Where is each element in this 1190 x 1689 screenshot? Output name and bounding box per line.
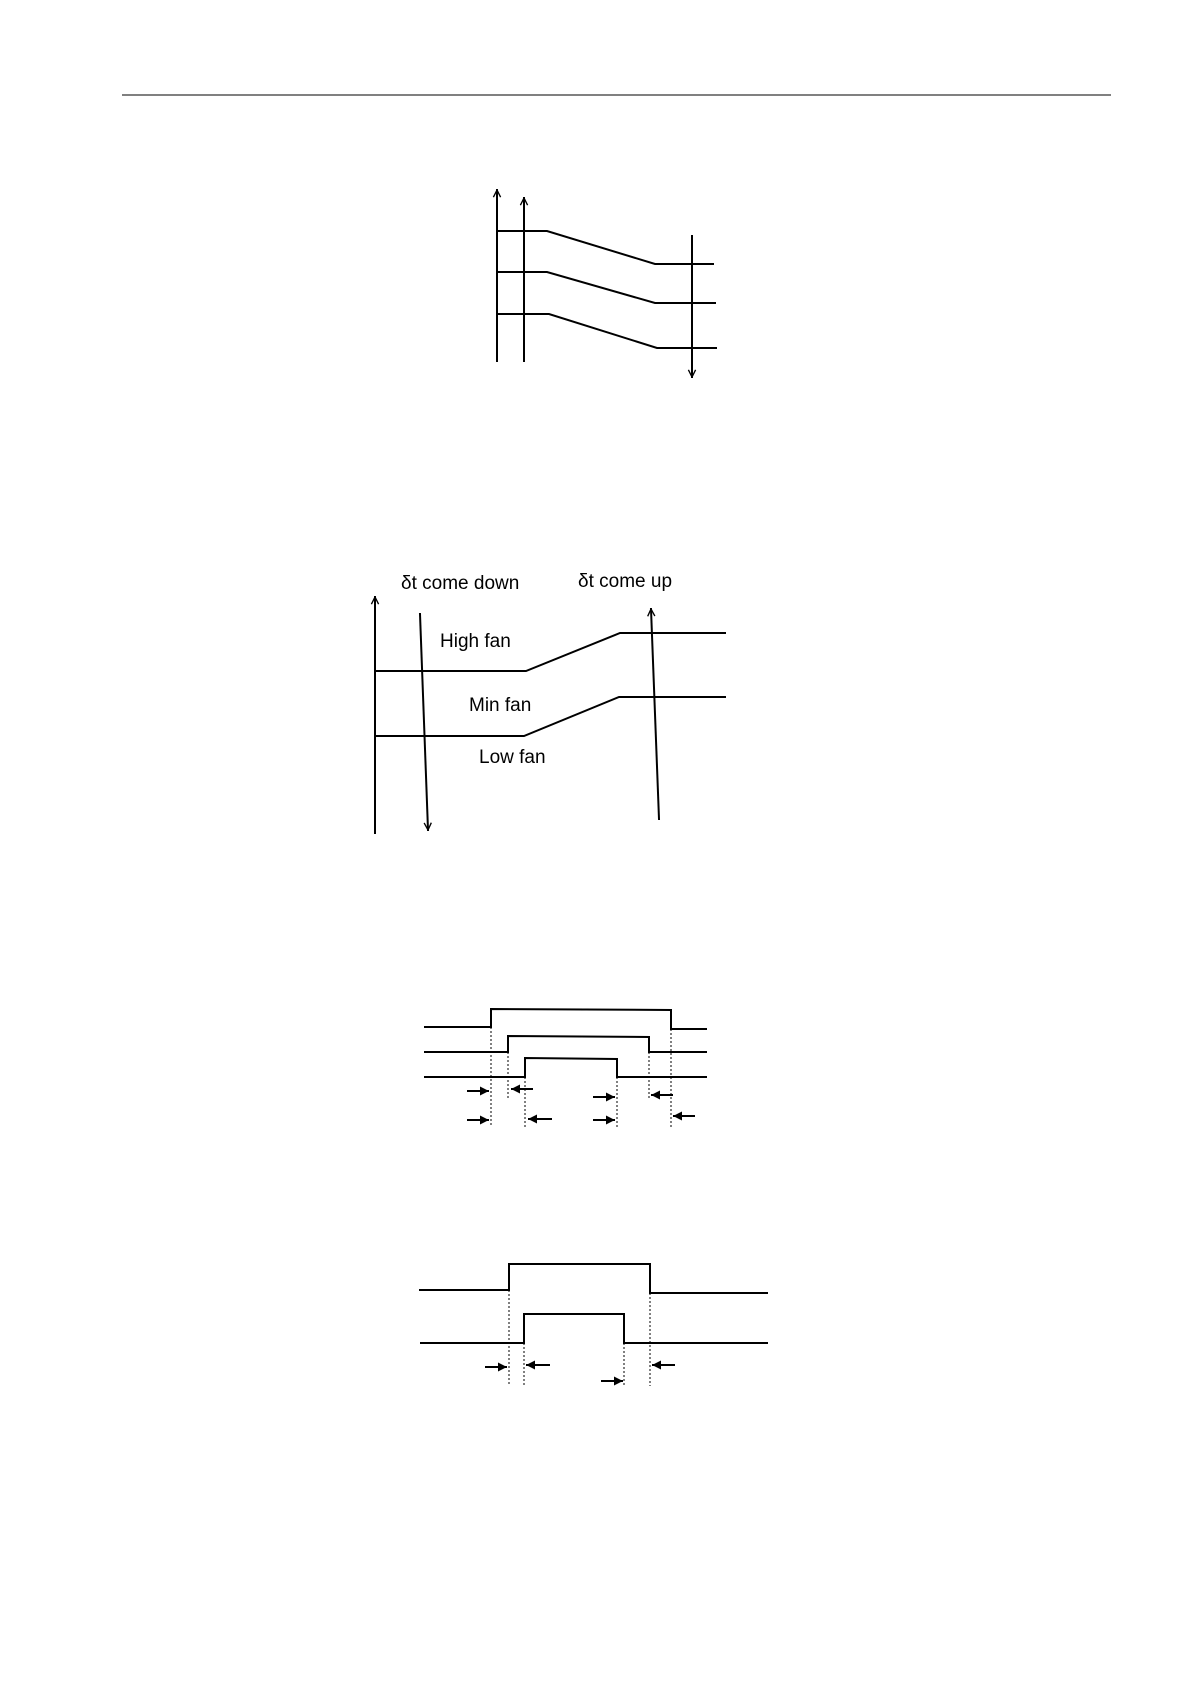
timing-line-1 bbox=[425, 1009, 706, 1029]
label-min-fan: Min fan bbox=[469, 695, 532, 716]
label-low-fan: Low fan bbox=[479, 747, 546, 768]
label-temp-come-down: δt come down bbox=[401, 573, 520, 594]
timing-line-2 bbox=[425, 1036, 706, 1052]
level-line-mid bbox=[497, 272, 715, 303]
label-temp-come-up: δt come up bbox=[578, 571, 673, 592]
arrow-temp-down bbox=[420, 614, 428, 830]
diagram-three-level-hysteresis bbox=[497, 190, 716, 377]
level-line-low bbox=[497, 314, 716, 348]
timing-line-upper bbox=[420, 1264, 767, 1293]
label-high-fan: High fan bbox=[440, 631, 511, 652]
boundary-min-low bbox=[375, 697, 725, 736]
level-line-high bbox=[497, 231, 713, 264]
arrow-temp-up bbox=[651, 609, 659, 819]
diagram-three-step-timing bbox=[425, 1009, 706, 1127]
boundary-high-min bbox=[375, 633, 725, 671]
timing-line-lower bbox=[421, 1314, 767, 1343]
diagram-fan-speed bbox=[375, 571, 725, 833]
diagram-two-step-timing bbox=[420, 1264, 767, 1386]
timing-line-3 bbox=[425, 1058, 706, 1077]
